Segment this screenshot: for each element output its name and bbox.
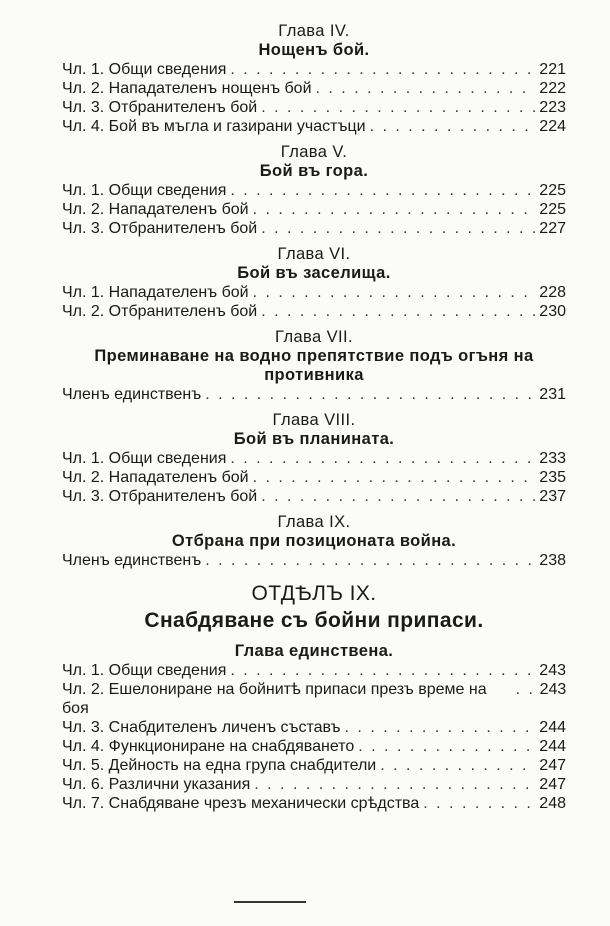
toc-entry — [62, 60, 566, 79]
entry-label: Чл. 7. Снабдяване чрезъ механически срѣдства — [62, 795, 420, 812]
entry-page: 235 — [539, 469, 566, 486]
entry-page: 243 — [539, 681, 567, 698]
toc-entry — [62, 756, 566, 775]
chapter-8 — [62, 411, 566, 506]
entry-page: 233 — [539, 450, 566, 467]
dot-leader — [316, 79, 536, 98]
entry-page: 222 — [539, 80, 566, 97]
entry-page: 248 — [539, 795, 566, 812]
chapter-9 — [62, 513, 566, 570]
entry-page: 221 — [539, 61, 566, 78]
dot-leader — [230, 661, 535, 680]
entry-page: 244 — [539, 719, 566, 736]
entry-label: Членъ единственъ — [62, 386, 202, 403]
end-rule — [234, 901, 306, 903]
dot-leader — [205, 551, 535, 570]
chapter-heading: Глава VIII. — [272, 411, 356, 429]
toc-entry — [62, 117, 566, 136]
toc-entry — [62, 680, 566, 718]
dot-leader — [370, 117, 536, 136]
entry-page: 244 — [539, 738, 566, 755]
chapter-4 — [62, 22, 566, 136]
entry-label: Чл. 6. Различни указания — [62, 776, 251, 793]
entry-label: Чл. 4. Функциониране на снабдяването — [62, 738, 355, 755]
dot-leader — [254, 775, 535, 794]
entry-page: 228 — [539, 284, 566, 301]
entry-page: 247 — [539, 776, 566, 793]
chapter-title: Преминаване на водно препятствие подъ огъня на противника — [94, 347, 534, 384]
toc-entry — [62, 551, 566, 570]
dot-leader — [358, 737, 535, 756]
entry-label: Чл. 3. Отбранителенъ бой — [62, 220, 258, 237]
entry-page: 231 — [539, 386, 566, 403]
entry-label: Чл. 2. Нападателенъ бой — [62, 201, 249, 218]
dot-leader — [253, 468, 536, 487]
entry-page: 223 — [539, 99, 566, 116]
chapter-title: Отбрана при позиционата война. — [171, 532, 457, 550]
dot-leader — [261, 302, 535, 321]
entry-page: 237 — [539, 488, 566, 505]
toc-entry — [62, 283, 566, 302]
entry-page: 243 — [539, 662, 566, 679]
dot-leader — [253, 283, 536, 302]
chapter-title: Бой въ гора. — [259, 162, 369, 180]
dot-leader — [345, 718, 536, 737]
chapter-heading: Глава IX. — [277, 513, 351, 531]
part-title: Снабдяване съ бойни припаси. — [144, 609, 484, 632]
toc-entry — [62, 219, 566, 238]
chapter-title: Бой въ планината. — [233, 430, 395, 448]
dot-leader — [253, 200, 536, 219]
chapter-5 — [62, 143, 566, 238]
dot-leader — [205, 385, 535, 404]
entry-label: Чл. 4. Бой въ мъгла и газирани участъци — [62, 118, 366, 135]
entry-page: 227 — [539, 220, 566, 237]
entry-label: Чл. 2. Нападателенъ бой — [62, 469, 249, 486]
chapter-6 — [62, 245, 566, 321]
toc-entry — [62, 661, 566, 680]
toc-entry — [62, 79, 566, 98]
chapter-heading: Глава VI. — [277, 245, 351, 263]
part-9 — [62, 580, 566, 813]
toc-entry — [62, 737, 566, 756]
toc-entry — [62, 98, 566, 117]
table-of-contents — [62, 22, 566, 813]
dot-leader — [423, 794, 535, 813]
entry-label: Чл. 2. Нападателенъ нощенъ бой — [62, 80, 312, 97]
chapter-heading: Глава V. — [280, 143, 348, 161]
entry-page: 230 — [539, 303, 566, 320]
toc-entry — [62, 468, 566, 487]
dot-leader — [230, 181, 535, 200]
dot-leader — [230, 60, 535, 79]
entry-label: Чл. 1. Нападателенъ бой — [62, 284, 249, 301]
entry-label: Членъ единственъ — [62, 552, 202, 569]
entry-label: Чл. 3. Снабдителенъ личенъ съставъ — [62, 719, 341, 736]
dot-leader — [261, 487, 535, 506]
chapter-title: Глава единствена. — [234, 642, 394, 660]
entry-label: Чл. 5. Дейность на една група снабдители — [62, 757, 377, 774]
toc-entry — [62, 449, 566, 468]
entry-page: 224 — [539, 118, 566, 135]
chapter-7 — [62, 328, 566, 404]
dot-leader — [261, 219, 535, 238]
toc-entry — [62, 487, 566, 506]
dot-leader — [261, 98, 535, 117]
entry-label: Чл. 1. Общи сведения — [62, 61, 227, 78]
entry-page: 225 — [539, 201, 566, 218]
toc-entry — [62, 718, 566, 737]
entry-label: Чл. 1. Общи сведения — [62, 662, 227, 679]
chapter-heading: Глава IV. — [278, 22, 350, 40]
entry-label: Чл. 3. Отбранителенъ бой — [62, 488, 258, 505]
dot-leader — [230, 449, 535, 468]
dot-leader — [516, 680, 536, 699]
toc-entry — [62, 794, 566, 813]
toc-entry — [62, 302, 566, 321]
toc-entry — [62, 775, 566, 794]
entry-page: 247 — [539, 757, 566, 774]
chapter-title: Бой въ заселища. — [237, 264, 391, 282]
entry-label: Чл. 3. Отбранителенъ бой — [62, 99, 258, 116]
entry-page: 225 — [539, 182, 566, 199]
entry-label: Чл. 1. Общи сведения — [62, 450, 227, 467]
toc-entry — [62, 200, 566, 219]
entry-label: Чл. 2. Отбранителенъ бой — [62, 303, 258, 320]
toc-entry — [62, 385, 566, 404]
part-heading: ОТДѢЛЪ IX. — [251, 582, 377, 605]
entry-label: Чл. 2. Ешелониране на бойнитѣ припаси презъ време на боя — [62, 681, 487, 717]
chapter-heading: Глава VII. — [275, 328, 353, 346]
dot-leader — [380, 756, 535, 775]
entry-page: 238 — [539, 552, 566, 569]
entry-label: Чл. 1. Общи сведения — [62, 182, 227, 199]
chapter-title: Нощенъ бой. — [258, 41, 370, 59]
toc-entry — [62, 181, 566, 200]
